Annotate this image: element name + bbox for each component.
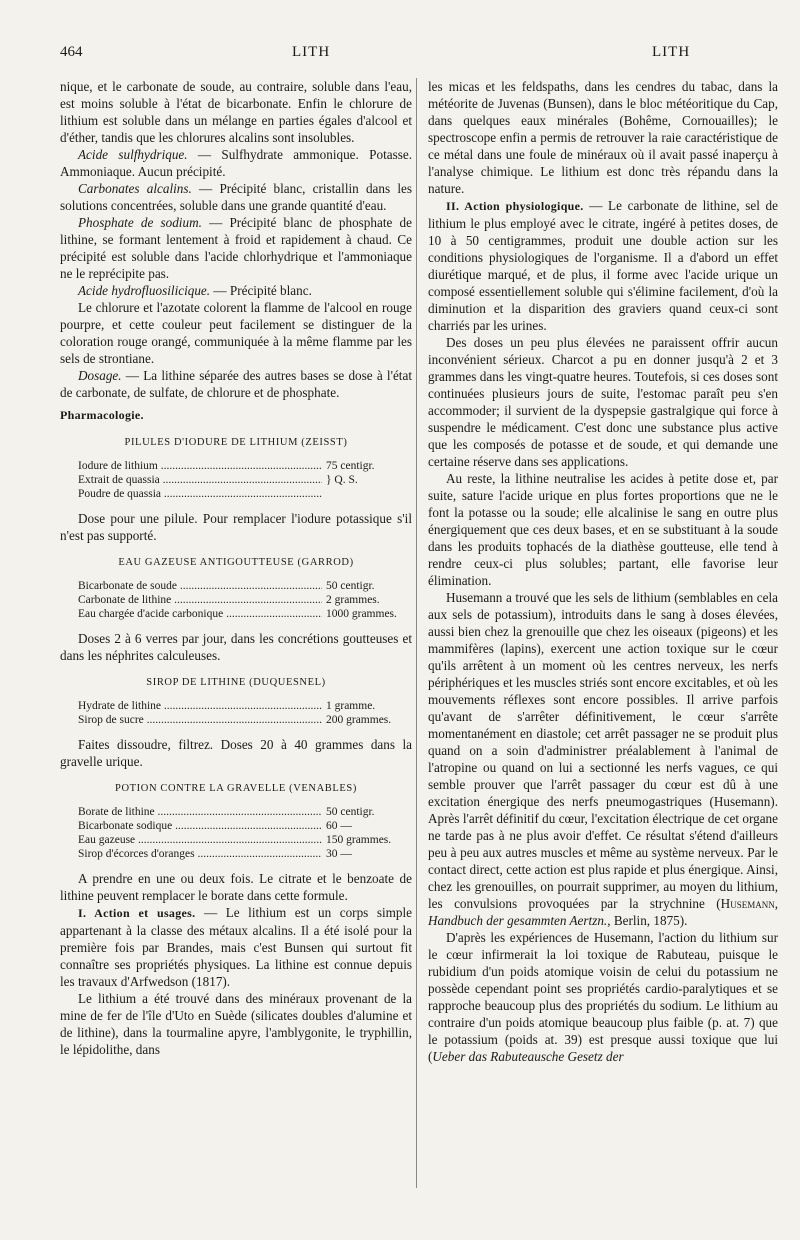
ingredient-qty: 200 grammes. bbox=[326, 714, 392, 726]
recipe-row bbox=[60, 699, 412, 713]
paragraph bbox=[60, 180, 412, 214]
dosage-note: Doses 2 à 6 verres par jour, dans les concrétions goutteuses et dans les néphrites calculeuses. bbox=[60, 631, 412, 663]
section-heading-action: I. Action et usages. bbox=[78, 906, 196, 920]
right-column bbox=[428, 78, 778, 1065]
paragraph bbox=[60, 904, 412, 990]
paragraph bbox=[60, 146, 412, 180]
reagent-text: — Précipité blanc. bbox=[210, 283, 312, 298]
recipe-row bbox=[60, 593, 412, 607]
recipe-title: PILULES D'IODURE DE LITHIUM (ZEISST) bbox=[124, 437, 348, 448]
section-heading-pharmacologie: Pharmacologie. bbox=[60, 408, 144, 422]
ingredient-qty bbox=[322, 487, 412, 501]
recipe-title: EAU GAZEUSE ANTIGOUTTEUSE (GARROD) bbox=[118, 557, 354, 568]
ingredient-name: Eau gazeuse ..... bbox=[78, 833, 322, 847]
section-heading-physiologique: II. Action physiologique. bbox=[446, 199, 584, 213]
ingredient-name: Bicarbonate sodique ..... bbox=[78, 819, 322, 833]
paragraph bbox=[428, 197, 778, 334]
recipe-row bbox=[60, 847, 412, 861]
page-number: 464 bbox=[60, 44, 83, 60]
paragraph: les micas et les feldspaths, dans les cendres du tabac, dans la météorite de Juvenas (Bunsen), dans le bloc météoritique du Cap, dans quelques eaux minérales (Bohême, Cornouailles); le spectroscope enfin a permis de retrouver la raie caractéristique de ce métal dans une foule de minéraux où il avait passé inaperçu à l'analyse chimique. Le lithium est donc très répandu dans la nature. bbox=[428, 79, 778, 196]
ingredient-qty: 60 — bbox=[326, 820, 352, 832]
recipe-row bbox=[60, 607, 412, 621]
recipe-row bbox=[60, 819, 412, 833]
reagent-label: Acide hydrofluosilicique. bbox=[78, 283, 211, 298]
paragraph bbox=[60, 214, 412, 282]
paragraph bbox=[60, 367, 412, 401]
reagent-text: — Sulfhydrate ammonique. Potasse. Ammoniaque. Aucun précipité. bbox=[60, 147, 412, 179]
ingredient-name: Poudre de quassia ..... bbox=[78, 487, 322, 501]
recipe-title: POTION CONTRE LA GRAVELLE (VENABLES) bbox=[115, 783, 357, 794]
ingredient-qty: 1 gramme. bbox=[326, 700, 376, 712]
ingredient-qty: } Q. S. bbox=[326, 474, 358, 486]
work-title: Handbuch der gesammten Aertzn. bbox=[428, 913, 608, 928]
text-run: Husemann a trouvé que les sels de lithium (semblables en cela aux sels de potassium), introduits dans le sang à doses élevées, aussi bien chez la grenouille que chez les oiseaux (pigeons) et les mammifères (lapins), exercent une action toxique sur le cœur qu'ils arrêtent à un moment où les centres nerveux, les nerfs périphériques et les muscles striés sont encore excitables, et où les mouvements réflexes sont encore possibles. Il arrive parfois qu'avant de s'arrêter définitivement, le cœur s'arrête momentanément en diastole; cet arrêt passager ne se produit plus quand on a soin d'administrer préalablement à l'animal de l'atropine ou quand on lui a sectionné les nerfs vagues, ce qui semble prouver que l'arrêt passager du cœur est dû à une excitation énergique des nerfs pneumogastriques (Husemann). Après l'arrêt définitif du cœur, l'excitation électrique de cet organe ne tarde pas à ne plus avoir d'effet. Ce résultat s'étend d'ailleurs peu à peu aux autres muscles et même au système nerveux. Par le contact direct, cette action est plus rapide et plus énergique. Ainsi, chez les grenouilles, on pourrait supprimer, au moyen du lithium, les convulsions provoquées par la strychnine ( bbox=[428, 590, 778, 911]
ingredient-name: Iodure de lithium ..... bbox=[78, 459, 322, 473]
reagent-label: Carbonates alcalins. bbox=[78, 181, 192, 196]
ingredient-name: Bicarbonate de soude ..... bbox=[78, 579, 322, 593]
paragraph bbox=[60, 282, 412, 299]
ingredient-name: Hydrate de lithine ..... bbox=[78, 699, 322, 713]
running-title-left: LITH bbox=[292, 44, 331, 60]
recipe-row bbox=[60, 713, 412, 727]
text-run: , bbox=[774, 896, 778, 911]
ingredient-qty: 30 — bbox=[326, 848, 352, 860]
reagent-label: Phosphate de sodium. bbox=[78, 215, 202, 230]
recipe-row bbox=[60, 833, 412, 847]
ingredient-qty: 150 grammes. bbox=[326, 834, 392, 846]
dosage-text: — La lithine séparée des autres bases se dose à l'état de carbonate, de sulfate, de chlorure et de phosphate. bbox=[60, 368, 412, 400]
dosage-label: Dosage. bbox=[78, 368, 122, 383]
running-header bbox=[60, 44, 750, 64]
ingredient-qty: 75 centigr. bbox=[326, 460, 375, 472]
text-run: , Berlin, 1875). bbox=[607, 913, 688, 928]
ingredient-qty: 50 centigr. bbox=[326, 806, 375, 818]
left-column bbox=[60, 78, 412, 1058]
ingredient-name: Borate de lithine ..... bbox=[78, 805, 322, 819]
running-title-right: LITH bbox=[652, 44, 691, 60]
recipe-row bbox=[60, 473, 412, 487]
recipe-title: SIROP DE LITHINE (DUQUESNEL) bbox=[146, 677, 326, 688]
paragraph: Le lithium a été trouvé dans des minéraux provenant de la mine de fer de l'île d'Uto en Suède (silicates doubles d'alumine et de lithine), dans la tourmaline apyre, l'amblygonite, le tryphillin, le lépidolithe, dans bbox=[60, 991, 412, 1057]
paragraph bbox=[428, 589, 778, 929]
author-name: Husemann bbox=[720, 896, 775, 911]
ingredient-name: Carbonate de lithine ..... bbox=[78, 593, 322, 607]
recipe-row bbox=[60, 805, 412, 819]
ingredient-qty: 2 grammes. bbox=[326, 594, 380, 606]
paragraph: Au reste, la lithine neutralise les acides à petite dose et, par suite, sature l'acide urique en plus fortes proportions que ne le font la potasse ou la soude; elle alcalinise le sang en outre plus énergiquement que ces deux bases, et en se substituant à la soude dans les produits tophacés de la diathèse goutteuse, elle tend à rendre ceux-ci plus solubles; partant, elle favorise leur élimination. bbox=[428, 471, 778, 588]
ingredient-name: Sirop de sucre ..... bbox=[78, 713, 322, 727]
recipe-row bbox=[60, 579, 412, 593]
paragraph: Le chlorure et l'azotate colorent la flamme de l'alcool en rouge pourpre, et cette couleur peut facilement se distinguer de la coloration rouge orangé, communiquée à la même flamme par les sels de strontiane. bbox=[60, 300, 412, 366]
dosage-note: Dose pour une pilule. Pour remplacer l'iodure potassique s'il n'est pas supporté. bbox=[60, 511, 412, 543]
dosage-note: A prendre en une ou deux fois. Le citrate et le benzoate de lithine peuvent remplacer le borate dans cette formule. bbox=[60, 871, 412, 903]
column-divider bbox=[416, 78, 417, 1188]
ingredient-name: Eau chargée d'acide carbonique ..... bbox=[78, 607, 322, 621]
section-text: — Le lithium est un corps simple appartenant à la classe des métaux alcalins. Il a été isolé pour la première fois par Brandes, mais c'est Bunsen qui surtout fit connaître ses propriétés physiques. La lithine est connue depuis les travaux d'Arfwedson (1817). bbox=[60, 905, 413, 989]
ingredient-qty: 50 centigr. bbox=[326, 580, 375, 592]
paragraph: Des doses un peu plus élevées ne paraissent offrir aucun inconvénient sérieux. Charcot a pu en donner jusqu'à 2 et 3 grammes dans les vingt-quatre heures. Toutefois, si ces doses sont continuées plusieurs jours de suite, l'estomac paraît peu s'en accommoder; il survient de la dyspepsie gastralgique qui force à suspendre le médicament. C'est donc une substance plus active que les composés de potasse et de soude, et qui demande une certaine réserve dans ses applications. bbox=[428, 335, 778, 469]
reagent-text: — Précipité blanc, cristallin dans les solutions concentrées, soluble dans une grande quantité d'eau. bbox=[60, 181, 412, 213]
recipe-row bbox=[60, 487, 412, 501]
section-text: — Le carbonate de lithine, sel de lithium le plus employé avec le citrate, ingéré à petites doses, de 10 à 50 centigrammes, produit une double action sur les conditions physiologiques de l'organisme. Il a d'abord un effet diurétique marqué, et de plus, il forme avec l'acide urique un composé essentiellement soluble qui s'élimine facilement, d'où la diminution et la disparition des graviers quand ceux-ci sont charriés par les urines. bbox=[428, 198, 778, 333]
text-run: D'après les expériences de Husemann, l'action du lithium sur le cœur infirmerait la loi toxique de Rabuteau, puisque le rubidium d'un poids atomique voisin de celui du potassium ne possède cependant point ses propriétés cardio-paralytiques et se rapproche beaucoup plus des propriétés du sodium. Le lithium au contraire d'un poids atomique beaucoup plus faible (p. at. 7) que le potassium (poids at. 39) est presque aussi toxique que lui ( bbox=[428, 930, 778, 1064]
ingredient-qty: 1000 grammes. bbox=[326, 608, 397, 620]
reagent-label: Acide sulfhydrique. bbox=[78, 147, 188, 162]
recipe-row bbox=[60, 459, 412, 473]
paragraph: nique, et le carbonate de soude, au contraire, soluble dans l'eau, est moins soluble à l'état de bicarbonate. Enfin le chlorure de lithium est soluble dans un mélange en parties égales d'alcool et d'éther, tandis que les chlorures alcalins sont insolubles. bbox=[60, 79, 412, 145]
dosage-note: Faites dissoudre, filtrez. Doses 20 à 40 grammes dans la gravelle urique. bbox=[60, 737, 412, 769]
paragraph bbox=[428, 929, 778, 1065]
reagent-text: — Précipité blanc de phosphate de lithine, se formant lentement à froid et rapidement à chaud. Ce précipité est soluble dans l'acide chlorhydrique et l'ammoniaque ne le reprécipite pas. bbox=[60, 215, 412, 281]
ingredient-name: Extrait de quassia ..... bbox=[78, 473, 322, 487]
ingredient-name: Sirop d'écorces d'oranges ..... bbox=[78, 847, 322, 861]
work-title: Ueber das Rabuteausche Gesetz der bbox=[432, 1049, 624, 1064]
